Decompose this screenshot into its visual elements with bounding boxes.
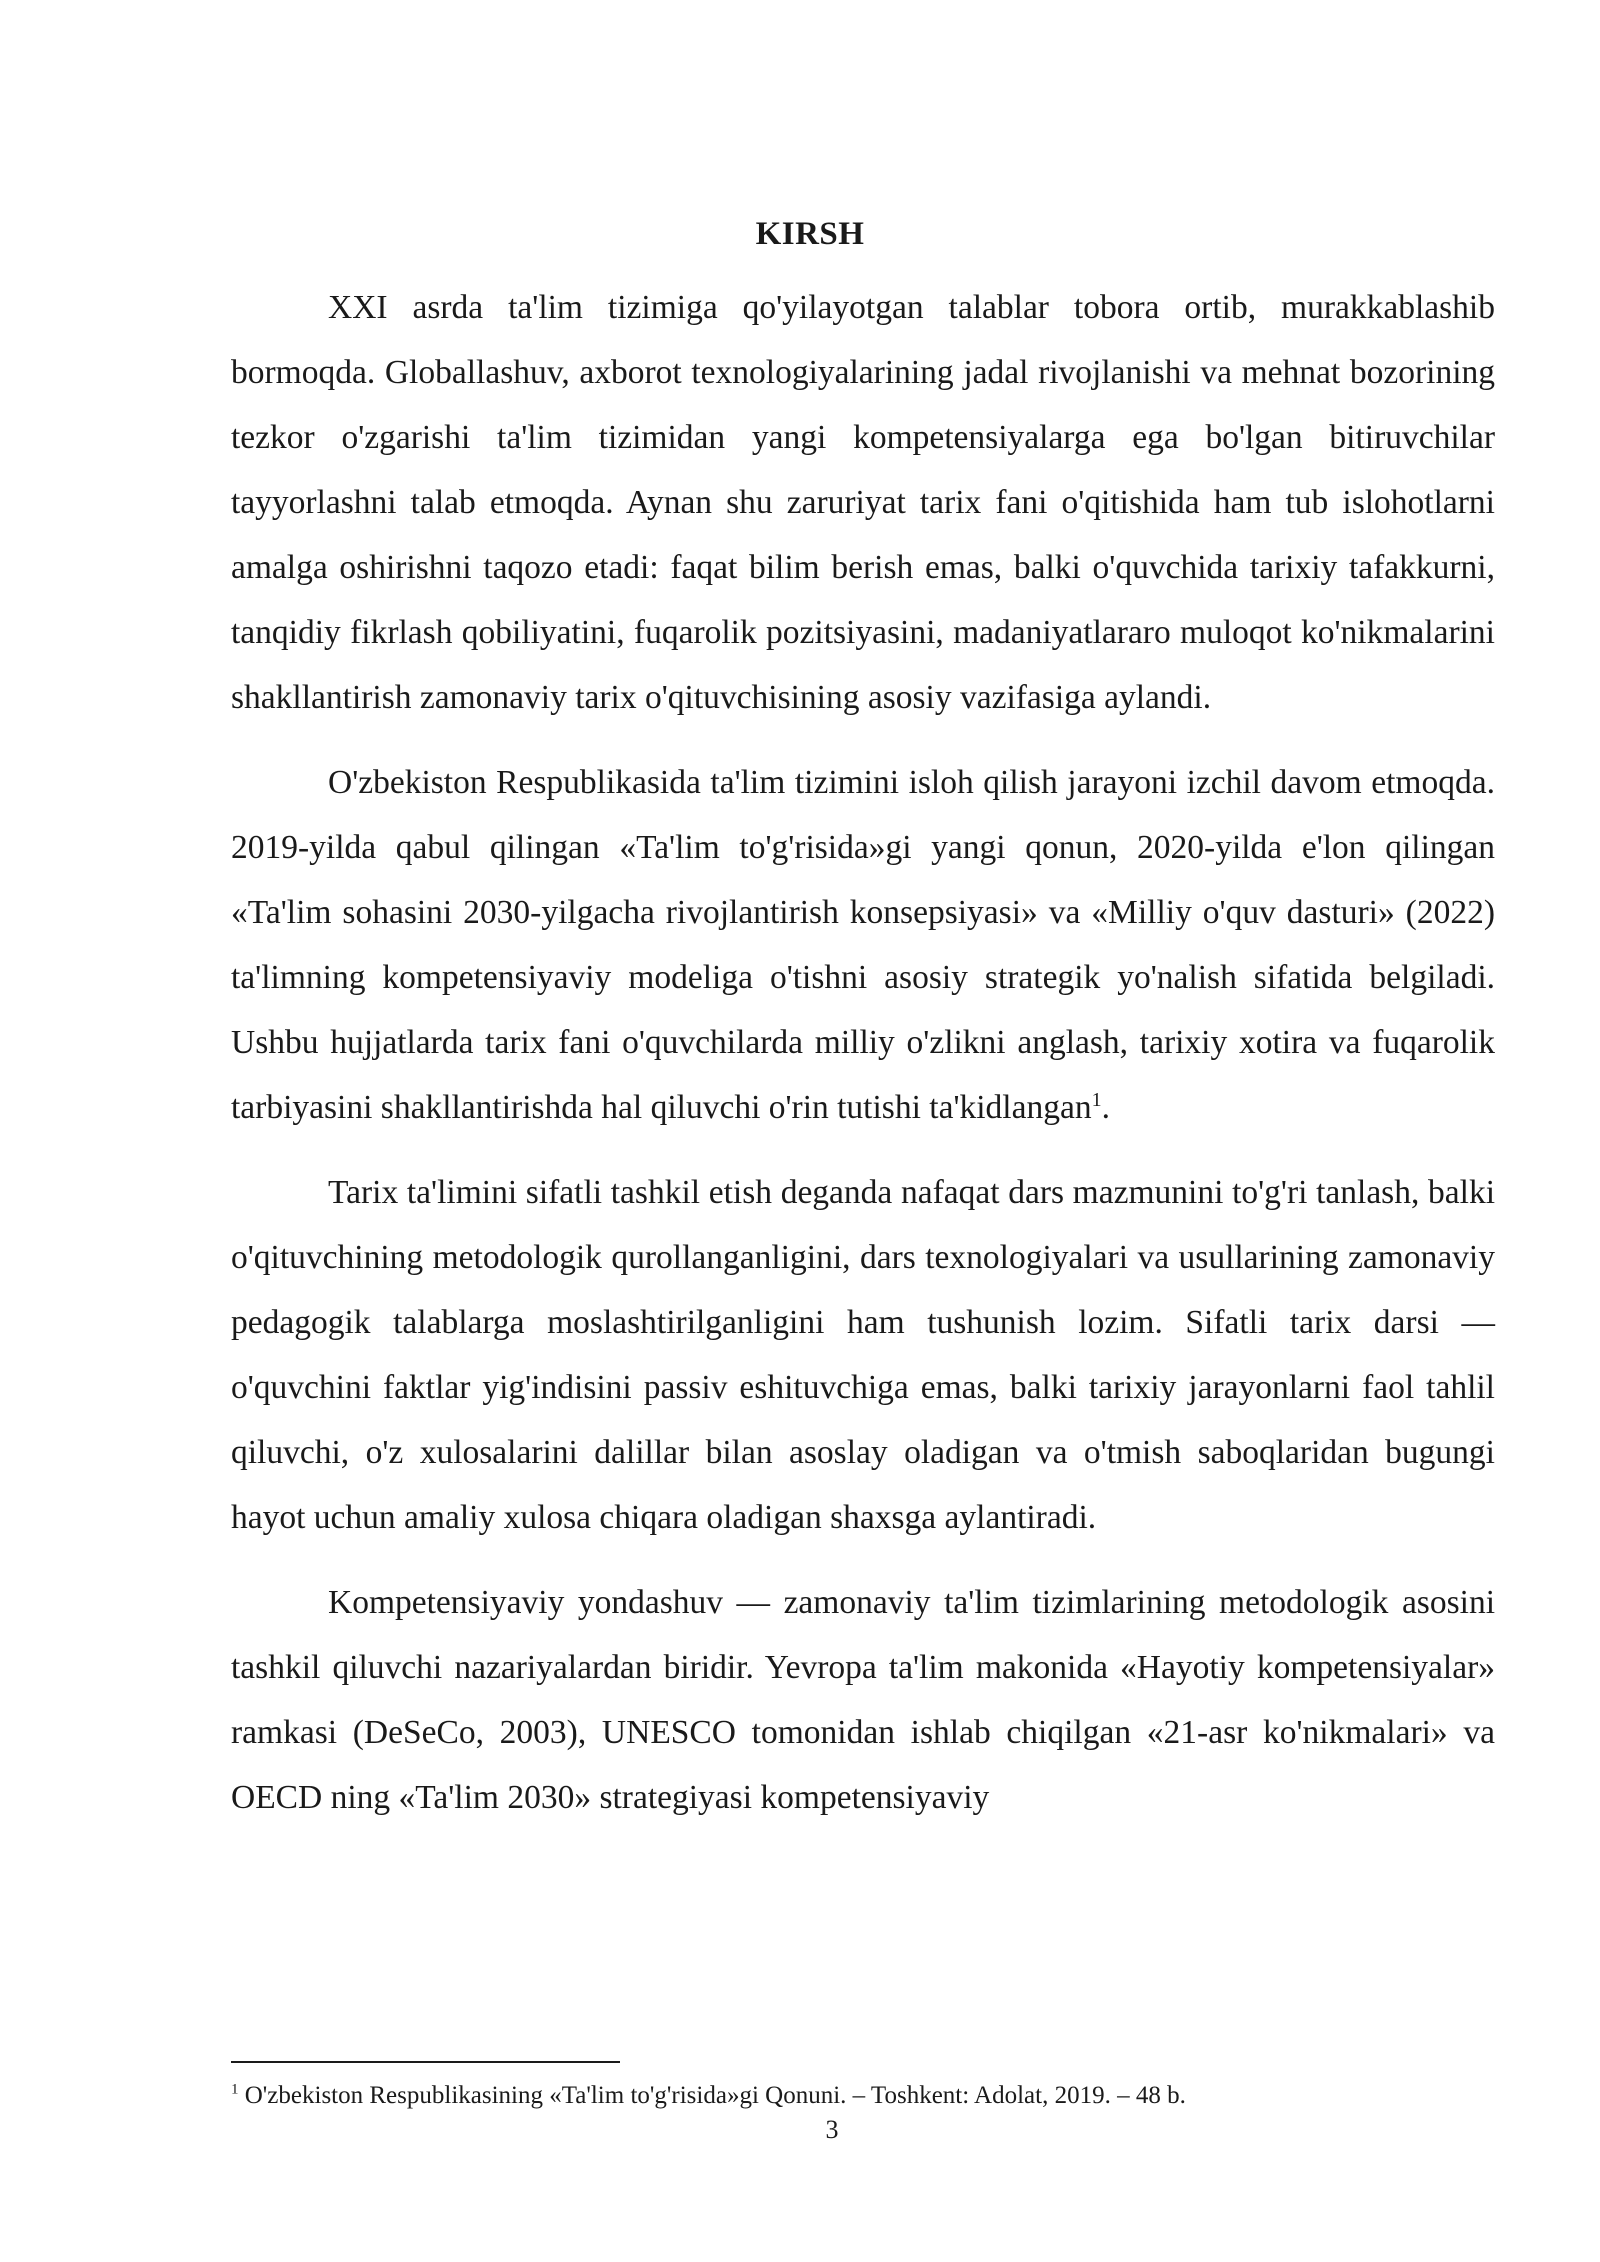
paragraph-3: Tarix ta'limini sifatli tashkil etish deganda nafaqat dars mazmunini to'g'ri tanlash, balki o'qituvchining metodologik qurollanganligini, dars texnologiyalari va usullarining zamonaviy pedagogik talablarga moslashtirilganligini ham tushunish lozim. Sifatli tarix darsi — o'quvchini faktlar yig'indisini passiv eshituvchiga emas, balki tarixiy jarayonlarni faol tahlil qiluvchi, o'z xulosalarini dalillar bilan asoslay oladigan va o'tmish saboqlaridan bugungi hayot uchun amaliy xulosa chiqara oladigan shaxsga aylantiradi.	[231, 1174, 1495, 1536]
paragraph-2-tail: .	[1101, 1089, 1110, 1126]
paragraph-1: XXI asrda ta'lim tizimiga qo'yilayotgan talablar tobora ortib, murakkablashib bormoqda. Globallashuv, axborot texnologiyalarining jadal rivojlanishi va mehnat bozorining tezkor o'zgarishi ta'lim tizimidan yangi kompetensiyalarga ega bo'lgan bitiruvchilar tayyorlashni talab etmoqda. Aynan shu zaruriyat tarix fani o'qitishida ham tub islohotlarni amalga oshirishni taqozo etadi: faqat bilim berish emas, balki o'quvchida tarixiy tafakkurni, tanqidiy fikrlash qobiliyatini, fuqarolik pozitsiyasini, madaniyatlararo muloqot ko'nikmalarini shakllantirish zamonaviy tarix o'qituvchisining asosiy vazifasiga aylandi.	[231, 289, 1495, 716]
footnote-mark: 1	[231, 2081, 239, 2098]
page-number: 3	[825, 2115, 839, 2144]
paragraph-2	[231, 750, 1495, 1140]
paragraph-2-text: O'zbekiston Respublikasida ta'lim tizimini isloh qilish jarayoni izchil davom etmoqda. 2019-yilda qabul qilingan «Ta'lim to'g'risida»gi yangi qonun, 2020-yilda e'lon qilingan «Ta'lim sohasini 2030-yilgacha rivojlantirish konsepsiyasi» va «Milliy o'quv dasturi» (2022) ta'limning kompetensiyaviy modeliga o'tishni asosiy strategik yo'nalish sifatida belgiladi. Ushbu hujjatlarda tarix fani o'quvchilarda milliy o'zlikni anglash, tarixiy xotira va fuqarolik tarbiyasini shakllantirishda hal qiluvchi o'rin tutishi ta'kidlangan	[231, 764, 1495, 1126]
body-text	[231, 275, 1495, 1850]
footnote-text: O'zbekiston Respublikasining «Ta'lim to'g'risida»gi Qonuni. – Toshkent: Adolat, 2019. – 48 b.	[238, 2082, 1186, 2109]
footnote	[231, 2081, 1495, 2111]
section-heading: KIRSH	[755, 216, 865, 252]
paragraph-4: Kompetensiyaviy yondashuv — zamonaviy ta'lim tizimlarining metodologik asosini tashkil qiluvchi nazariyalardan biridir. Yevropa ta'lim makonida «Hayotiy kompetensiyalar» ramkasi (DeSeCo, 2003), UNESCO tomonidan ishlab chiqilgan «21-asr ko'nikmalari» va OECD ning «Ta'lim 2030» strategiyasi kompetensiyaviy	[231, 1584, 1495, 1816]
footnote-reference[interactable]: 1	[1091, 1088, 1102, 1111]
footnote-separator	[231, 2061, 620, 2063]
